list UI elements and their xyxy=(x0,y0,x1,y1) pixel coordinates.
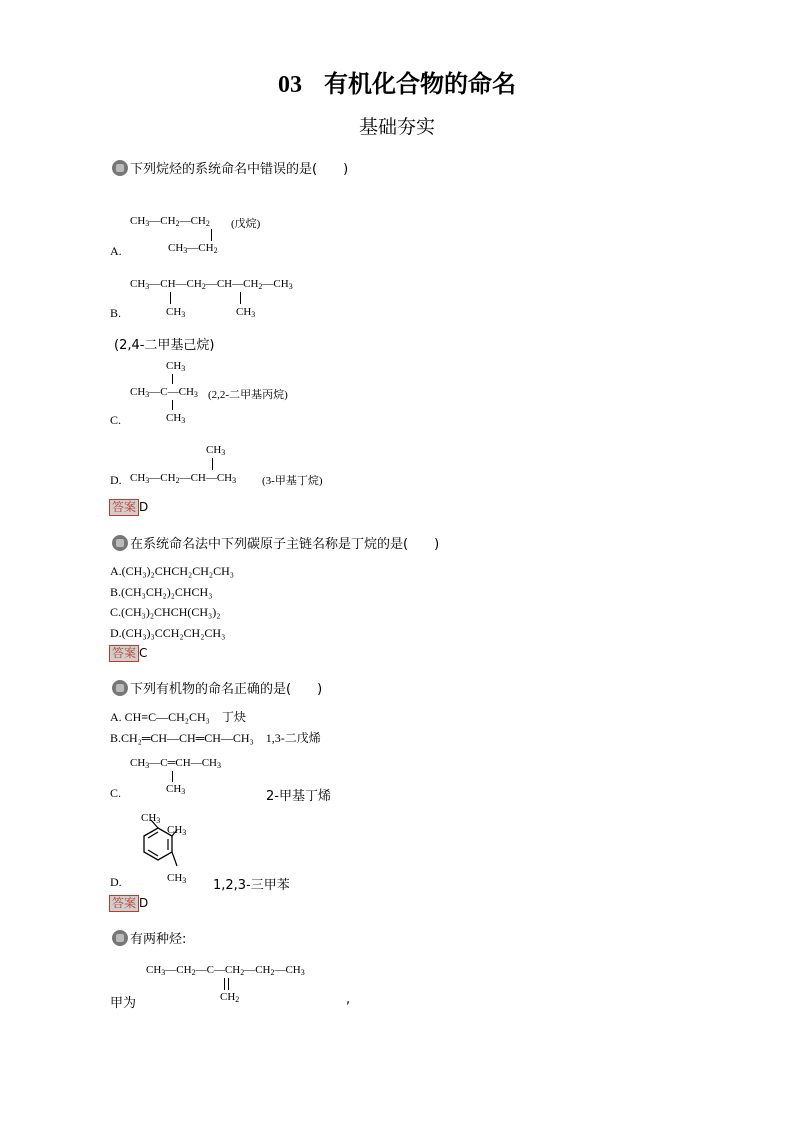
question-4-stem: 有两种烃: xyxy=(130,932,187,947)
q1-d-structure: $CH_3—CH_2—CH—CH_3$ xyxy=(130,472,237,485)
q4-jia-branch: $CH_2$ xyxy=(220,991,240,1004)
question-icon xyxy=(112,160,128,176)
q3-d-methyl-1: $CH_3$ xyxy=(141,812,161,825)
q1-b-branch-1: $CH_3$ xyxy=(166,306,186,319)
question-2 xyxy=(112,533,439,552)
q1-a-name: (戊烷) xyxy=(231,218,261,230)
q2-option-c: C.(CH₃)₂CHCH(CH₃)₂ xyxy=(110,605,221,619)
q1-c-name: (2,2-二甲基丙烷) xyxy=(208,389,288,401)
title-text: 有机化合物的命名 xyxy=(324,70,516,98)
answer-badge: 答案 xyxy=(109,895,139,912)
q4-jia-structure: $CH_3—CH_2—C—CH_2—CH_2—CH_3$ xyxy=(146,964,305,977)
answer-value: D xyxy=(139,500,149,514)
q1-d-name: (3-甲基丁烷) xyxy=(262,475,323,487)
page-title xyxy=(0,64,794,99)
q3-d-name: 1,2,3-三甲苯 xyxy=(213,878,290,893)
bond-line xyxy=(170,292,171,304)
bond-line xyxy=(240,292,241,304)
q1-b-label: B. xyxy=(110,306,122,320)
q2-option-d: D.(CH₃)₃CCH₂CH₂CH₃ xyxy=(110,626,226,640)
q4-comma: , xyxy=(346,992,351,1007)
question-2-stem: 在系统命名法中下列碳原子主链名称是丁烷的是( ) xyxy=(130,537,440,552)
q3-d-methyl-2: $CH_3$ xyxy=(167,824,187,837)
q1-c-label: C. xyxy=(110,413,122,427)
q1-c-top: $CH_3$ xyxy=(166,360,186,373)
q1-c-structure: $CH_3—C—CH_3$ xyxy=(130,386,198,399)
question-1 xyxy=(112,158,348,177)
q3-answer xyxy=(109,895,148,912)
q2-option-b: B.(CH₃CH₂)₂CHCH₃ xyxy=(110,585,213,599)
q1-a-structure: $CH_3—CH_2—CH_2$ xyxy=(130,215,210,228)
bond-line xyxy=(172,374,173,384)
q1-a-branch: $CH_3—CH_2$ xyxy=(168,242,218,255)
q1-d-label: D. xyxy=(110,473,122,487)
question-icon xyxy=(112,930,128,946)
q3-c-label: C. xyxy=(110,786,122,800)
bond-line xyxy=(172,771,173,782)
q1-b-branch-2: $CH_3$ xyxy=(236,306,256,319)
q1-answer xyxy=(109,499,148,516)
question-4 xyxy=(112,928,186,947)
question-icon xyxy=(112,535,128,551)
bond-line xyxy=(228,978,229,990)
question-3 xyxy=(112,678,322,697)
bond-line xyxy=(212,458,213,470)
q3-option-b: B.CH₂═CH—CH═CH—CH₃ 1,3-二戊烯 xyxy=(110,731,321,745)
q3-option-a: A. CH≡C—CH₂CH₃ 丁炔 xyxy=(110,710,246,724)
answer-value: C xyxy=(139,646,148,660)
answer-value: D xyxy=(139,896,149,910)
question-icon xyxy=(112,680,128,696)
section-subtitle: 基础夯实 xyxy=(358,116,435,138)
bond-line xyxy=(224,978,225,990)
q3-c-branch: $CH_3$ xyxy=(166,783,186,796)
q1-a-label: A. xyxy=(110,244,122,258)
q1-c-bottom: $CH_3$ xyxy=(166,412,186,425)
answer-badge: 答案 xyxy=(109,645,139,662)
q1-d-top: $CH_3$ xyxy=(206,444,226,457)
bond-line xyxy=(211,229,212,241)
question-1-stem: 下列烷烃的系统命名中错误的是( ) xyxy=(130,162,349,177)
title-number: 03 xyxy=(278,72,302,98)
q1-b-name: (2,4-二甲基己烷) xyxy=(114,338,215,353)
q3-d-label: D. xyxy=(110,875,122,889)
q1-b-structure: $CH_3—CH—CH_2—CH—CH_2—CH_3$ xyxy=(130,278,293,291)
q3-d-methyl-3: $CH_3$ xyxy=(167,872,187,885)
q4-jia-label: 甲为 xyxy=(110,996,137,1011)
q3-c-structure: $CH_3—C═CH—CH_3$ xyxy=(130,757,221,770)
q2-option-a: A.(CH₃)₂CHCH₂CH₂CH₃ xyxy=(110,564,234,578)
bond-line xyxy=(172,400,173,410)
q3-c-name: 2-甲基丁烯 xyxy=(266,789,331,804)
question-3-stem: 下列有机物的命名正确的是( ) xyxy=(130,682,323,697)
answer-badge: 答案 xyxy=(109,499,139,516)
q2-answer xyxy=(109,645,147,662)
